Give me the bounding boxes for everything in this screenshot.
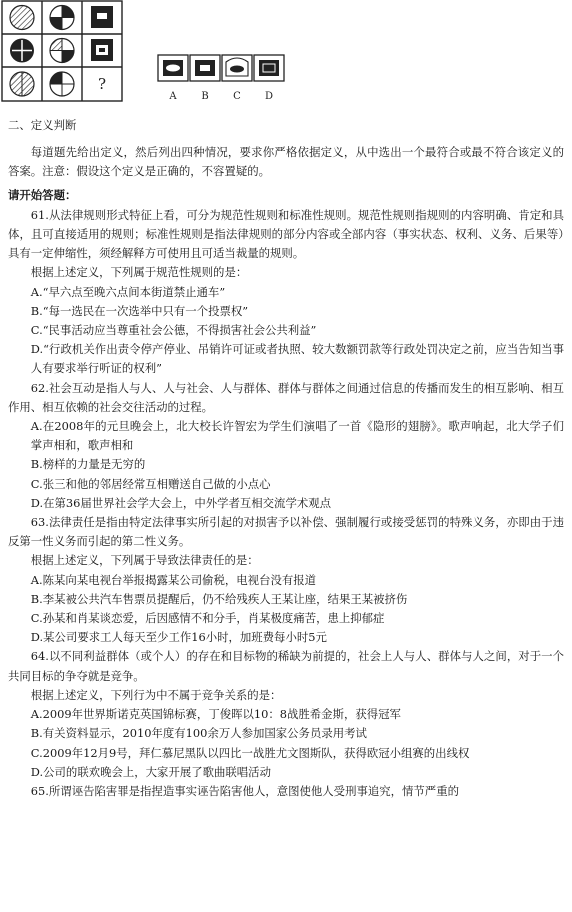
question-stem: 65.所谓诬告陷害罪是指捏造事实诬告陷害他人，意图使他人受刑事追究，情节严重的 <box>30 783 459 798</box>
option-d: D.在第36届世界社会学大会上，中外学者互相交流学术观点 <box>30 495 332 510</box>
matrix-cell-r1c3 <box>91 6 113 28</box>
question-64 <box>8 647 564 781</box>
start-label: 请开始答题： <box>8 187 77 202</box>
option-d: D.公司的联欢晚会上，大家开展了歌曲联唱活动 <box>30 764 271 779</box>
option-b: B.有关资料显示，2010年度有100余万人参加国家公务员录用考试 <box>30 726 367 741</box>
option-c: C.孙某和肖某谈恋爱，后因感情不和分手，肖某极度痛苦，患上抑郁症 <box>30 611 385 626</box>
option-label-b: B <box>201 91 209 102</box>
option-figure-a <box>158 55 188 81</box>
option-a: A.在2008年的元旦晚会上，北大校长许智宏为学生们演唱了一首《隐形的翅膀》。歌声响起，北大学子们掌声相和，歌声相和 <box>30 419 564 453</box>
missing-cell-mark: ? <box>97 75 107 93</box>
option-label-d: D <box>264 91 274 102</box>
option-c: C.张三和他的邻居经常互相赠送自己做的小点心 <box>30 476 271 491</box>
matrix-cell-r3c1 <box>10 72 34 96</box>
option-c: C.2009年12月9号，拜仁慕尼黑队以四比一战胜尤文图斯队，获得欧冠小组赛的出线权 <box>30 745 470 760</box>
matrix-cell-r3c2 <box>50 72 74 96</box>
matrix-cell-r2c1 <box>10 39 34 63</box>
question-62 <box>8 379 564 513</box>
option-a: A.“早六点至晚六点间本街道禁止通车” <box>30 284 226 299</box>
question-61 <box>8 206 564 379</box>
question-63 <box>8 513 564 647</box>
option-d: D.“行政机关作出责令停产停业、吊销许可证或者执照、较大数额罚款等行政处罚决定之前，应当告知当事人有要求举行听证的权利” <box>30 342 564 376</box>
option-c: C.“民事活动应当尊重社会公德，不得损害社会公共利益” <box>30 323 317 338</box>
option-b: B.“每一选民在一次选举中只有一个投票权” <box>30 303 249 318</box>
option-a: A.2009年世界斯诺克英国锦标赛，丁俊晖以10：8战胜希金斯，获得冠军 <box>30 707 401 722</box>
option-label-c: C <box>233 91 241 102</box>
figure-puzzle <box>0 0 300 104</box>
matrix-cell-r2c3 <box>91 39 113 61</box>
question-ask: 根据上述定义，下列属于规范性规则的是： <box>30 265 248 280</box>
question-65 <box>8 782 564 801</box>
question-stem: 64.以不同利益群体（或个人）的存在和目标物的稀缺为前提的，社会上人与人、群体与人之间，对于一个共同目标的争夺就是竞争。 <box>8 649 564 683</box>
option-figure-d <box>254 55 284 81</box>
question-ask: 根据上述定义，下列属于导致法律责任的是： <box>30 553 259 568</box>
option-b: B.榜样的力量是无穷的 <box>30 457 146 472</box>
matrix-cell-r1c1 <box>10 6 34 30</box>
matrix-cell-r1c2 <box>50 6 74 30</box>
document-body <box>8 116 564 801</box>
option-label-a: A <box>169 91 177 102</box>
question-stem: 62.社会互动是指人与人、人与社会、人与群体、群体与群体之间通过信息的传播而发生的相互影响、相互作用、相互依赖的社会交往活动的过程。 <box>8 380 564 414</box>
option-b: B.李某被公共汽车售票员提醒后，仍不给残疾人王某让座，结果王某被挤伤 <box>30 591 408 606</box>
option-figure-b <box>190 55 220 81</box>
question-ask: 根据上述定义，下列行为中不属于竞争关系的是： <box>30 687 282 702</box>
question-stem: 61.从法律规则形式特征上看，可分为规范性规则和标准性规则。规范性规则指规则的内容明确、肯定和具体，且可直接适用的规则；标准性规则是指法律规则的部分内容或全部内容（事实状态、权利、义务、后果等）具有一定伸缩性，须经解释方可使用且可适当裁量的规则。 <box>8 207 564 261</box>
instructions: 每道题先给出定义，然后列出四种情况，要求你严格依据定义，从中选出一个最符合或最不符合该定义的答案。注意：假设这个定义是正确的，不容置疑的。 <box>8 145 564 179</box>
option-figure-c <box>222 55 252 81</box>
question-stem: 63.法律责任是指由特定法律事实所引起的对损害予以补偿、强制履行或接受惩罚的特殊义务，亦即由于违反第一性义务而引起的第二性义务。 <box>8 515 564 549</box>
section-title: 二、定义判断 <box>8 118 77 132</box>
option-d: D.某公司要求工人每天至少工作16小时，加班费每小时5元 <box>30 630 327 645</box>
option-a: A.陈某向某电视台举报揭露某公司偷税，电视台没有报道 <box>30 572 317 587</box>
matrix-cell-r2c2 <box>50 39 74 63</box>
